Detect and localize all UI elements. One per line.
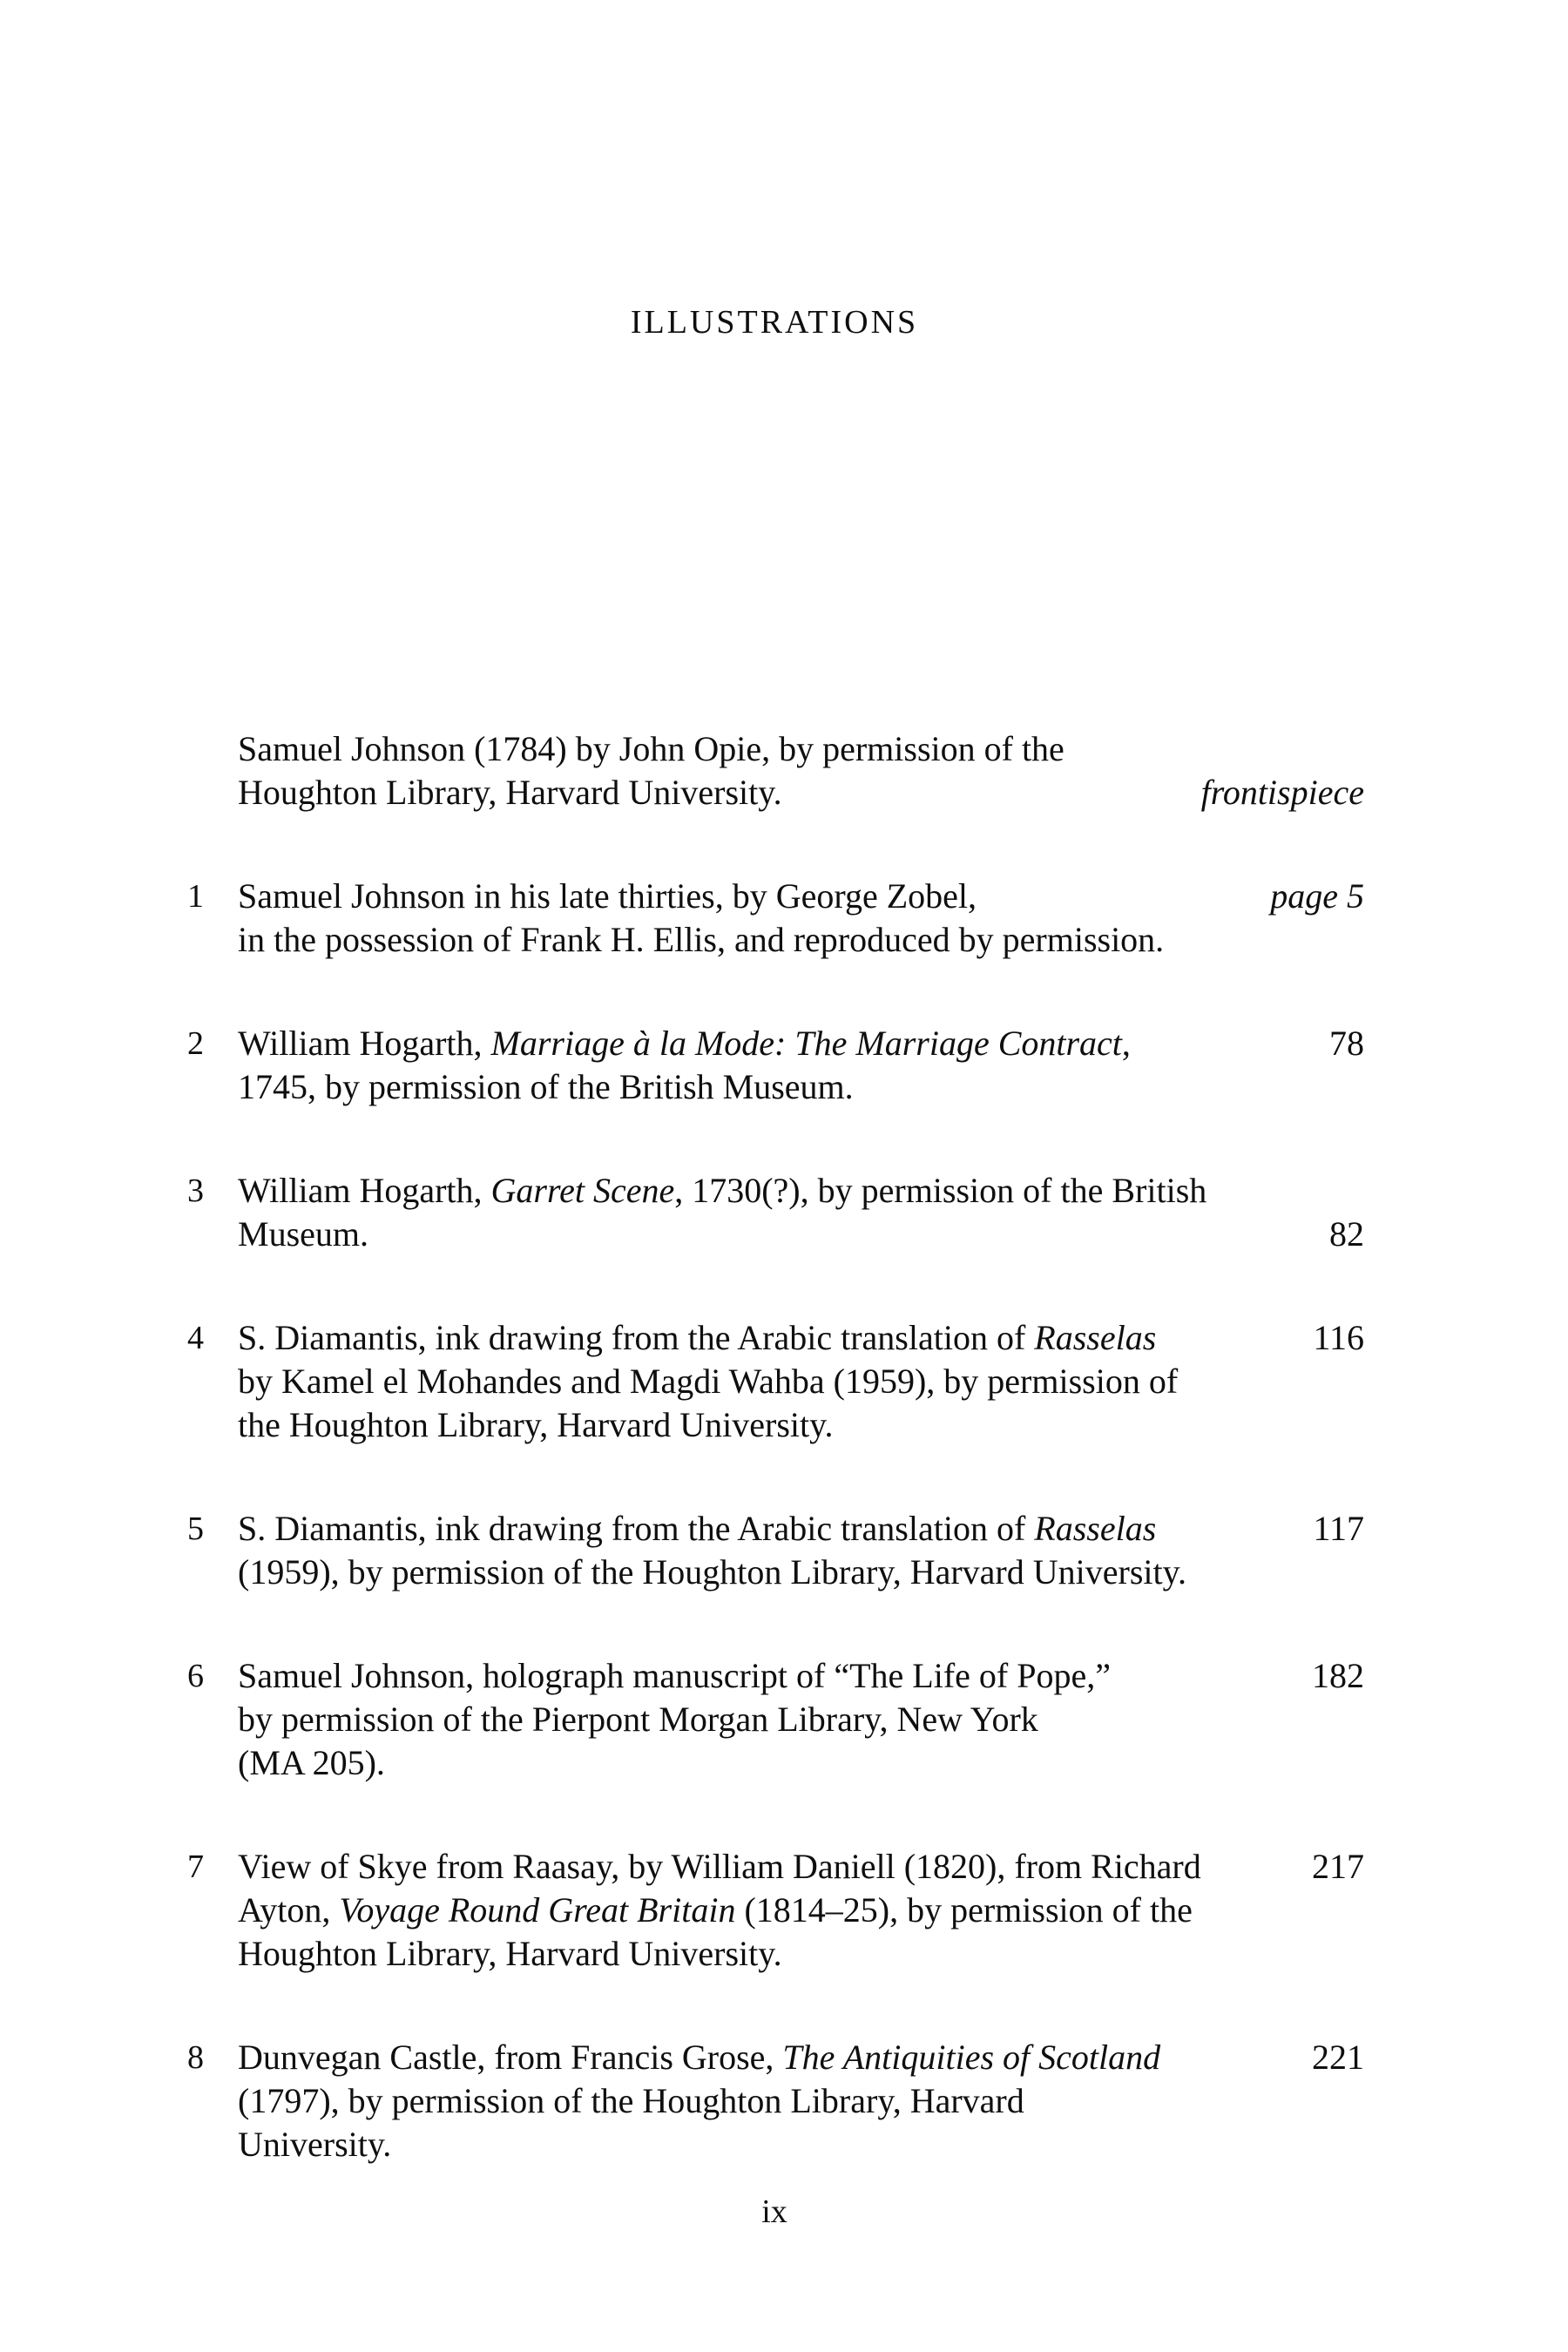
plain-text: 116: [1313, 1318, 1364, 1357]
page-reference: [1329, 1213, 1364, 1256]
page-title: ILLUSTRATIONS: [630, 304, 919, 341]
plain-text: Ayton,: [238, 1890, 340, 1930]
plain-text: Dunvegan Castle, from Francis Grose,: [238, 2038, 783, 2077]
page-reference: [1329, 1022, 1364, 1065]
plain-text: ,: [1121, 1024, 1131, 1063]
plain-text: 82: [1329, 1214, 1364, 1254]
illustration-entry: [185, 1654, 1364, 1785]
illustration-entry: [185, 1316, 1364, 1447]
plain-text: by Kamel el Mohandes and Magdi Wahba (1959), by permission of: [238, 1362, 1179, 1401]
illustration-entry: [185, 1169, 1364, 1256]
entry-line: [238, 2079, 1364, 2123]
entry-number: 2: [187, 1025, 204, 1062]
plain-text: 117: [1313, 1509, 1364, 1548]
plain-text: Houghton Library, Harvard University.: [238, 1934, 782, 1973]
italic-text: page 5: [1270, 876, 1364, 916]
entry-line: [238, 1698, 1364, 1741]
entry-line: [238, 2036, 1364, 2079]
plain-text: View of Skye from Raasay, by William Daniell (1820), from Richard: [238, 1847, 1201, 1886]
entry-line: [238, 1889, 1364, 1932]
plain-text: 217: [1312, 1847, 1364, 1886]
entry-number: 1: [187, 878, 204, 915]
plain-text: S. Diamantis, ink drawing from the Arabic translation of: [238, 1318, 1035, 1357]
plain-text: Museum.: [238, 1214, 368, 1254]
entry-number: 8: [187, 2039, 204, 2076]
entry-line: [238, 1845, 1364, 1889]
entry-line: [238, 1932, 1364, 1976]
entry-number: 5: [187, 1511, 204, 1547]
page-reference: [1312, 1845, 1364, 1889]
illustration-entry: [185, 2036, 1364, 2166]
entry-text: [238, 727, 1364, 814]
illustration-entry: [185, 875, 1364, 962]
illustration-entry: [185, 1022, 1364, 1109]
italic-text: Garret Scene: [490, 1171, 675, 1210]
italic-text: Rasselas: [1034, 1509, 1157, 1548]
plain-text: William Hogarth,: [238, 1024, 491, 1063]
entry-text: [238, 2036, 1364, 2166]
entry-line: [238, 1065, 1364, 1109]
illustration-entry: [185, 1507, 1364, 1594]
plain-text: Samuel Johnson in his late thirties, by George Zobel,: [238, 876, 977, 916]
plain-text: (MA 205).: [238, 1743, 385, 1782]
plain-text: in the possession of Frank H. Ellis, and reproduced by permission.: [238, 920, 1165, 959]
entry-line: [238, 727, 1364, 771]
entry-number: 7: [187, 1848, 204, 1885]
entry-line: [238, 1316, 1364, 1360]
plain-text: S. Diamantis, ink drawing from the Arabic translation of: [238, 1509, 1035, 1548]
entry-line: [238, 875, 1364, 918]
entry-line: [238, 1551, 1364, 1594]
entry-line: [238, 1169, 1364, 1213]
italic-text: Marriage à la Mode: The Marriage Contract: [490, 1024, 1122, 1063]
italic-text: The Antiquities of Scotland: [782, 2038, 1161, 2077]
illustrations-list: [185, 727, 1364, 2227]
page-reference: [1313, 1507, 1364, 1551]
folio-page-number: ix: [761, 2193, 787, 2230]
entry-line: [238, 1654, 1364, 1698]
plain-text: (1797), by permission of the Houghton Library, Harvard: [238, 2081, 1024, 2120]
plain-text: 182: [1312, 1656, 1364, 1695]
plain-text: Samuel Johnson (1784) by John Opie, by permission of the: [238, 729, 1064, 768]
page-reference: [1201, 771, 1364, 814]
plain-text: 221: [1312, 2038, 1364, 2077]
plain-text: University.: [238, 2125, 392, 2164]
entry-line: [238, 1213, 1364, 1256]
illustration-entry: [185, 727, 1364, 814]
illustration-entry: [185, 1845, 1364, 1976]
italic-text: Voyage Round Great Britain: [339, 1890, 736, 1930]
entry-line: [238, 918, 1364, 962]
entry-number: 4: [187, 1320, 204, 1356]
entry-text: [238, 1022, 1364, 1109]
page-reference: [1312, 2036, 1364, 2079]
entry-text: [238, 1169, 1364, 1256]
plain-text: 1745, by permission of the British Museum.: [238, 1067, 854, 1106]
entry-text: [238, 875, 1364, 962]
entry-number: 6: [187, 1658, 204, 1694]
entry-text: [238, 1507, 1364, 1594]
entry-line: [238, 771, 1364, 814]
page-reference: [1312, 1654, 1364, 1698]
text-column: [185, 0, 1364, 2352]
plain-text: (1814–25), by permission of the: [735, 1890, 1193, 1930]
entry-line: [238, 2123, 1364, 2166]
page-reference: [1270, 875, 1364, 918]
entry-text: [238, 1845, 1364, 1976]
plain-text: 78: [1329, 1024, 1364, 1063]
page-reference: [1313, 1316, 1364, 1360]
plain-text: Samuel Johnson, holograph manuscript of “The Life of Pope,”: [238, 1656, 1111, 1695]
entry-line: [238, 1741, 1364, 1785]
entry-line: [238, 1022, 1364, 1065]
plain-text: William Hogarth,: [238, 1171, 491, 1210]
plain-text: Houghton Library, Harvard University.: [238, 773, 782, 812]
entry-number: 3: [187, 1173, 204, 1209]
entry-line: [238, 1507, 1364, 1551]
italic-text: Rasselas: [1034, 1318, 1157, 1357]
entry-line: [238, 1403, 1364, 1447]
entry-text: [238, 1316, 1364, 1447]
plain-text: , 1730(?), by permission of the British: [674, 1171, 1207, 1210]
entry-text: [238, 1654, 1364, 1785]
plain-text: (1959), by permission of the Houghton Library, Harvard University.: [238, 1552, 1187, 1592]
entry-line: [238, 1360, 1364, 1403]
plain-text: the Houghton Library, Harvard University.: [238, 1405, 834, 1444]
plain-text: by permission of the Pierpont Morgan Library, New York: [238, 1700, 1038, 1739]
italic-text: frontispiece: [1200, 773, 1364, 812]
